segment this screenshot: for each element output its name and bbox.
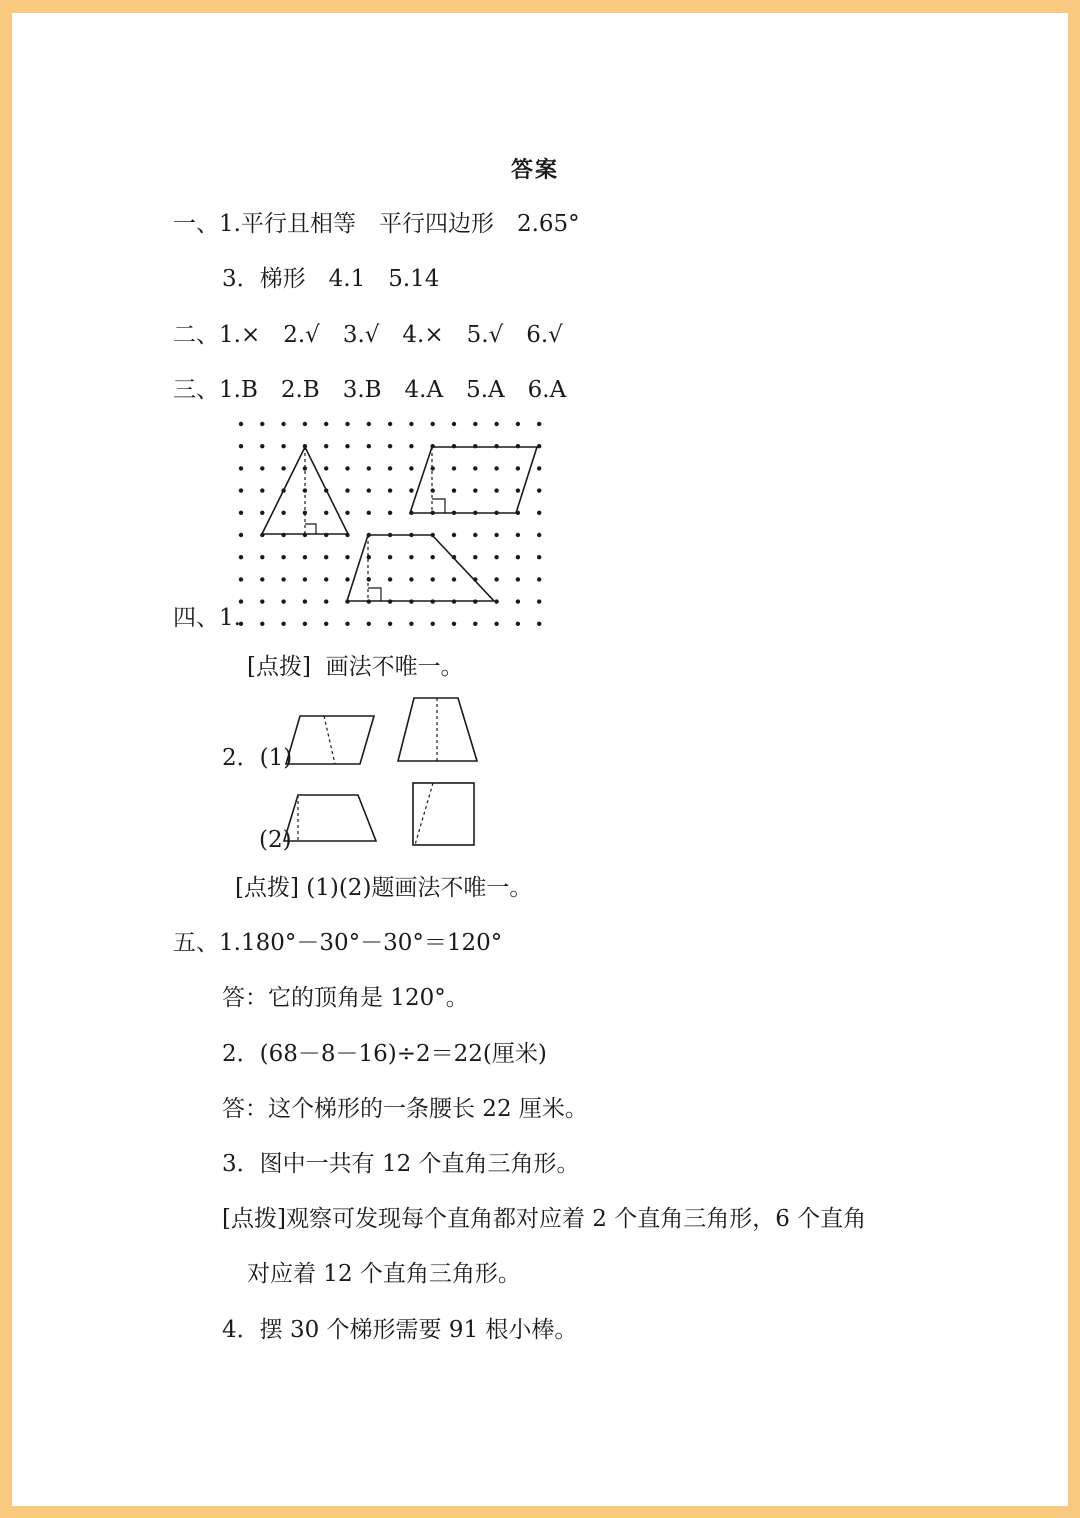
section-2-line-1: 二、1.× 2.√ 3.√ 4.× 5.√ 6.√ <box>173 322 563 348</box>
grid-dot <box>345 577 349 581</box>
grid-dot <box>537 599 541 603</box>
grid-dot <box>239 444 243 448</box>
grid-dot <box>388 511 392 515</box>
grid-dot <box>452 422 456 426</box>
grid-dot <box>452 622 456 626</box>
grid-dot <box>260 422 264 426</box>
grid-dot <box>345 422 349 426</box>
grid-dot <box>537 511 541 515</box>
section-4-tip-1: [点拨] 画法不唯一。 <box>247 654 464 680</box>
grid-dot <box>537 533 541 537</box>
grid-dot <box>281 466 285 470</box>
grid-dot <box>281 444 285 448</box>
grid-dot <box>409 555 413 559</box>
section-3-line-1: 三、1.B 2.B 3.B 4.A 5.A 6.A <box>173 377 567 403</box>
section-4-tip-2: [点拨] (1)(2)题画法不唯一。 <box>235 875 533 901</box>
grid-dot <box>409 622 413 626</box>
grid-dot <box>452 577 456 581</box>
grid-dot <box>516 599 520 603</box>
grid-dot <box>367 555 371 559</box>
q2-part2-square <box>411 781 477 847</box>
grid-dot <box>281 555 285 559</box>
grid-dot <box>281 577 285 581</box>
grid-dot <box>452 466 456 470</box>
grid-dot <box>516 577 520 581</box>
section-5-q2: 2．(68－8－16)÷2＝22(厘米) <box>222 1041 547 1067</box>
parallelogram-right-angle-mark <box>432 499 445 513</box>
grid-dot <box>345 622 349 626</box>
grid-dot <box>367 488 371 492</box>
grid-dot <box>494 488 498 492</box>
grid-dot <box>345 444 349 448</box>
grid-dot <box>516 488 520 492</box>
trapezoid-shape <box>347 535 494 601</box>
grid-dot <box>324 511 328 515</box>
section-5-a1: 答：它的顶角是 120°。 <box>222 985 469 1011</box>
grid-dot <box>324 422 328 426</box>
grid-dot <box>388 488 392 492</box>
grid-dot <box>388 422 392 426</box>
grid-dot <box>345 511 349 515</box>
grid-dot <box>431 488 435 492</box>
grid-dot <box>409 444 413 448</box>
trapezoid-right-angle-mark <box>368 588 381 601</box>
grid-dot <box>473 555 477 559</box>
grid-dot <box>409 577 413 581</box>
grid-dot <box>494 622 498 626</box>
grid-dot <box>367 466 371 470</box>
section-5-q3: 3．图中一共有 12 个直角三角形。 <box>222 1151 580 1177</box>
grid-dot <box>494 577 498 581</box>
section-5-tip-3-line-2: 对应着 12 个直角三角形。 <box>247 1261 521 1287</box>
grid-dot <box>345 466 349 470</box>
q2-part1-trapezoid <box>396 695 480 765</box>
grid-dot <box>388 577 392 581</box>
grid-dot <box>537 466 541 470</box>
page-title: 答案 <box>511 157 560 183</box>
grid-dot <box>260 511 264 515</box>
grid-dot <box>260 577 264 581</box>
grid-dot <box>324 622 328 626</box>
grid-dot <box>388 444 392 448</box>
grid-dot <box>324 466 328 470</box>
grid-dot <box>516 466 520 470</box>
grid-dot <box>494 466 498 470</box>
grid-dot <box>431 466 435 470</box>
grid-dot <box>516 555 520 559</box>
grid-dot <box>239 533 243 537</box>
parallelogram-shape <box>410 447 537 513</box>
grid-dot <box>473 622 477 626</box>
grid-dot <box>281 422 285 426</box>
section-5-q4: 4．摆 30 个梯形需要 91 根小棒。 <box>222 1317 578 1343</box>
grid-dot <box>303 577 307 581</box>
grid-dot <box>537 422 541 426</box>
grid-dot <box>239 511 243 515</box>
grid-dot <box>303 555 307 559</box>
grid-dot <box>303 599 307 603</box>
grid-dot <box>367 577 371 581</box>
grid-dot <box>239 422 243 426</box>
grid-dot <box>409 422 413 426</box>
grid-dot <box>303 622 307 626</box>
section-4-q2-label: 2．(1) <box>222 745 293 771</box>
grid-dot <box>367 444 371 448</box>
grid-dot <box>239 488 243 492</box>
grid-dot <box>324 444 328 448</box>
grid-dot <box>452 533 456 537</box>
grid-dot <box>260 466 264 470</box>
grid-dot <box>367 622 371 626</box>
grid-dot <box>260 622 264 626</box>
grid-dot <box>473 466 477 470</box>
section-1-line-1: 一、1.平行且相等 平行四边形 2.65° <box>173 211 580 237</box>
section-1-line-2: 3．梯形 4.1 5.14 <box>222 266 440 292</box>
grid-dot <box>324 555 328 559</box>
grid-dot <box>516 533 520 537</box>
grid-dot <box>303 422 307 426</box>
section-5-tip-3-line-1: [点拨]观察可发现每个直角都对应着 2 个直角三角形，6 个直角 <box>222 1206 867 1232</box>
grid-dot <box>409 466 413 470</box>
grid-dot <box>324 599 328 603</box>
grid-dot <box>324 577 328 581</box>
q2-part1-parallelogram <box>286 712 386 768</box>
grid-dot <box>388 555 392 559</box>
grid-dot <box>473 533 477 537</box>
grid-dot <box>537 488 541 492</box>
grid-dot <box>281 599 285 603</box>
grid-dots <box>239 422 542 626</box>
grid-dot <box>388 622 392 626</box>
grid-dot <box>537 577 541 581</box>
grid-dot <box>537 622 541 626</box>
grid-dot <box>260 488 264 492</box>
grid-dot <box>516 622 520 626</box>
dot-grid-figure <box>230 412 550 632</box>
section-5-a2: 答：这个梯形的一条腰长 22 厘米。 <box>222 1096 588 1122</box>
grid-dot <box>281 622 285 626</box>
grid-dot <box>239 555 243 559</box>
grid-dot <box>345 555 349 559</box>
grid-dot <box>431 622 435 626</box>
grid-dot <box>452 488 456 492</box>
grid-dot <box>494 533 498 537</box>
section-4-q2-sub2-label: (2) <box>259 827 292 853</box>
grid-dot <box>281 511 285 515</box>
grid-dot <box>431 555 435 559</box>
triangle-right-angle-mark <box>305 524 316 534</box>
grid-dot <box>260 555 264 559</box>
q2-part2-trapezoid <box>284 792 378 844</box>
grid-dot <box>388 466 392 470</box>
grid-dot <box>409 488 413 492</box>
grid-dot <box>494 555 498 559</box>
grid-dot <box>494 422 498 426</box>
grid-dot <box>431 577 435 581</box>
grid-dot <box>473 488 477 492</box>
grid-dot <box>239 466 243 470</box>
grid-dot <box>431 422 435 426</box>
section-5-q1: 五、1.180°－30°－30°＝120° <box>173 930 503 956</box>
section-4-q1-label: 四、1. <box>173 605 241 631</box>
grid-dot <box>473 422 477 426</box>
grid-dot <box>367 422 371 426</box>
grid-dot <box>345 488 349 492</box>
grid-dot <box>260 444 264 448</box>
grid-dot <box>537 555 541 559</box>
grid-dot <box>516 422 520 426</box>
grid-dot <box>260 599 264 603</box>
grid-dot <box>239 577 243 581</box>
grid-dot <box>367 511 371 515</box>
